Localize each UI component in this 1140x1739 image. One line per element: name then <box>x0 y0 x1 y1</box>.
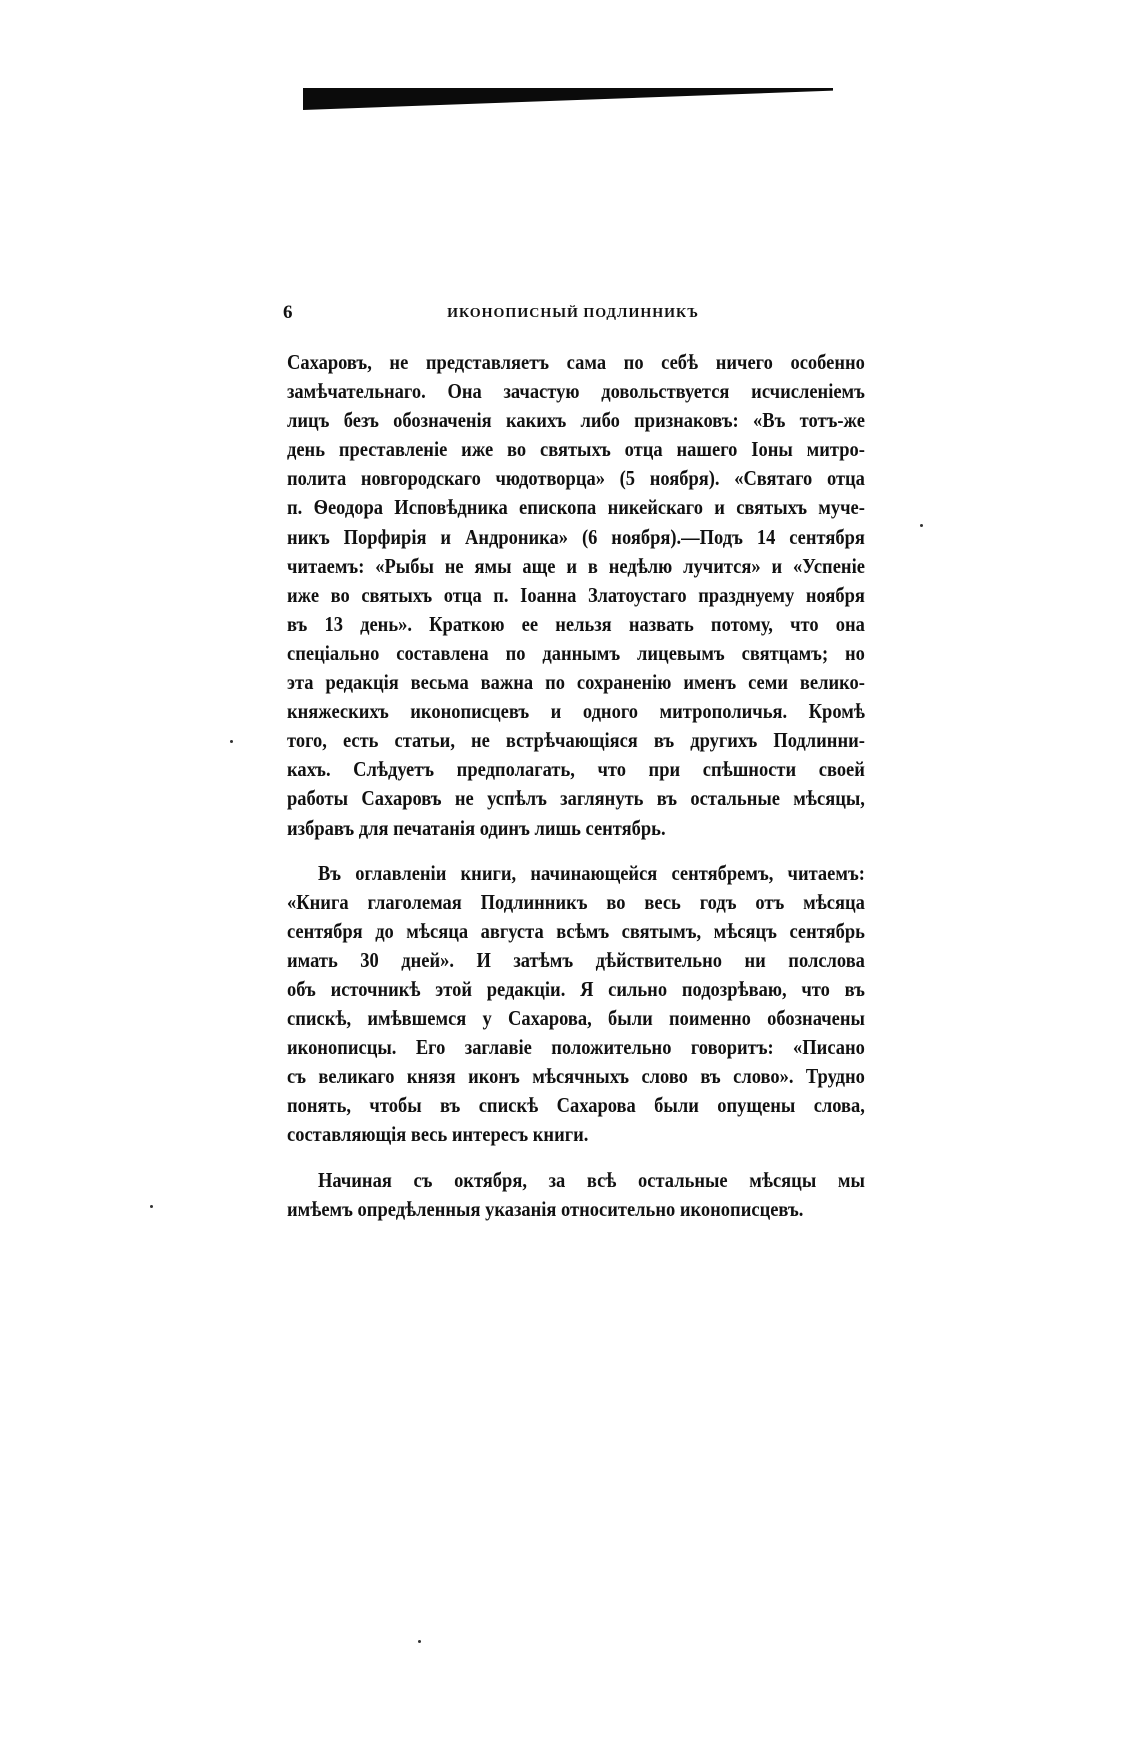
text-line: съ великаго князя иконъ мѣсячныхъ слово въ слово». Трудно <box>287 1064 865 1089</box>
text-line: избравъ для печатанія одинъ лишь сентябрь. <box>287 815 666 840</box>
text-line: имать 30 дней». И затѣмъ дѣйствительно ни полслова <box>287 947 865 972</box>
scan-speck <box>418 1640 421 1643</box>
text-line: въ 13 день». Краткою ее нельзя назвать потому, что она <box>287 611 865 636</box>
text-line: замѣчательнаго. Она зачастую довольствуется исчисленіемъ <box>287 379 865 404</box>
text-line: Въ оглавленіи книги, начинающейся сентябремъ, читаемъ: <box>317 860 865 885</box>
text-line: составляющія весь интересъ книги. <box>287 1122 589 1147</box>
text-line: имѣемъ опредѣленныя указанія относительно иконописцевъ. <box>287 1196 804 1221</box>
text-line: читаемъ: «Рыбы не ямы аще и в недѣлю лучится» и «Успеніе <box>287 553 865 578</box>
text-line: работы Сахаровъ не успѣлъ заглянуть въ остальные мѣсяцы, <box>287 786 865 811</box>
text-line: иже во святыхъ отца п. Іоанна Златоустаго празднуему ноября <box>287 582 865 607</box>
body-text <box>287 348 865 1224</box>
text-line: лицъ безъ обозначенія какихъ либо признаковъ: «Въ тотъ-же <box>287 408 865 433</box>
text-line: иконописцы. Его заглавіе положительно говоритъ: «Писано <box>287 1035 865 1060</box>
text-line: день преставленіе иже во святыхъ отца нашего Іоны митро- <box>287 437 865 462</box>
text-line: объ источникѣ этой редакціи. Я сильно подозрѣваю, что въ <box>287 976 865 1001</box>
text-line: Сахаровъ, не представляетъ сама по себѣ ничего особенно <box>287 350 865 374</box>
scan-speck <box>230 740 233 743</box>
page-number: 6 <box>283 302 293 323</box>
paragraph <box>287 348 865 843</box>
paragraph <box>287 1166 865 1224</box>
paragraph <box>287 859 865 1150</box>
text-line: «Книга глаголемая Подлинникъ во весь годъ отъ мѣсяца <box>287 889 865 914</box>
text-line: Начиная съ октября, за всѣ остальные мѣсяцы мы <box>317 1167 865 1192</box>
text-line: понять, чтобы въ спискѣ Сахарова были опущены слова, <box>287 1093 865 1118</box>
running-title: ИКОНОПИСНЫЙ ПОДЛИННИКЪ <box>447 306 699 321</box>
scan-speck <box>920 524 923 527</box>
text-line: сентября до мѣсяца августа всѣмъ святымъ, мѣсяцъ сентябрь <box>287 918 865 943</box>
text-line: полита новгородскаго чюдотворца» (5 ноября). «Святаго отца <box>287 466 865 491</box>
text-line: того, есть статьи, не встрѣчающіяся въ другихъ Подлинни- <box>287 728 865 753</box>
text-line: никъ Порфирія и Андроника» (6 ноября).—Подъ 14 сентября <box>287 524 865 549</box>
text-line: спеціально составлена по даннымъ лицевымъ святцамъ; но <box>287 640 865 665</box>
text-line: кахъ. Слѣдуетъ предполагать, что при спѣшности своей <box>287 757 865 782</box>
text-line: п. Ѳеодора Исповѣдника епископа никейскаго и святыхъ муче- <box>287 495 865 520</box>
text-line: спискѣ, имѣвшемся у Сахарова, были поименно обозначены <box>287 1006 865 1031</box>
text-line: эта редакція весьма важна по сохраненію именъ семи велико- <box>287 670 865 695</box>
text-line: княжескихъ иконописцевъ и одного митрополичья. Кромѣ <box>287 699 865 724</box>
page-header <box>283 302 863 332</box>
scan-speck <box>150 1205 153 1208</box>
scan-edge-bar <box>303 88 833 110</box>
